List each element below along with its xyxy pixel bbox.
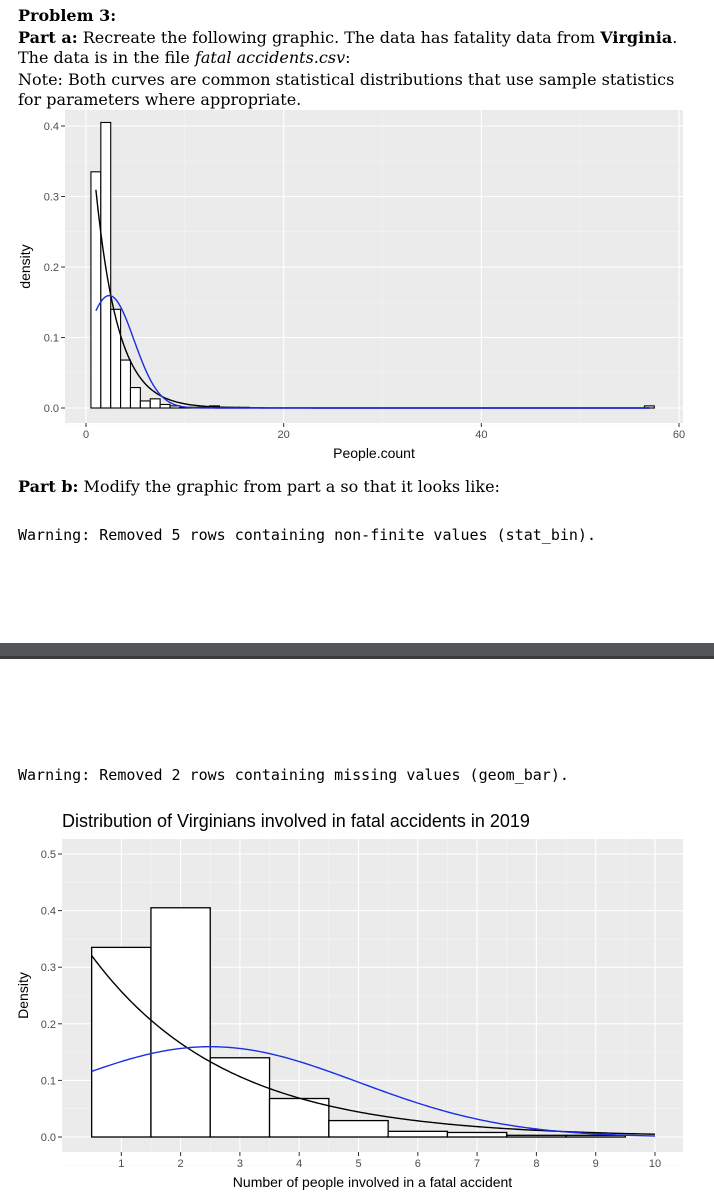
y-tick-label: 0.1 bbox=[40, 1075, 56, 1088]
histogram-bar bbox=[160, 404, 170, 408]
x-tick-label: 2 bbox=[177, 1158, 184, 1170]
part-a-histogram-chart bbox=[0, 0, 714, 470]
histogram-bar bbox=[329, 1121, 388, 1137]
page-separator bbox=[0, 643, 714, 659]
warning-message-1: Warning: Removed 5 rows containing non-finite values (stat_bin). bbox=[18, 526, 596, 544]
part-b-text: Modify the graphic from part a so that it looks like: bbox=[83, 477, 500, 496]
chart-title: Distribution of Virginians involved in fatal accidents in 2019 bbox=[62, 811, 530, 831]
x-tick-label: 1 bbox=[118, 1158, 125, 1170]
histogram-bar bbox=[507, 1135, 566, 1137]
histogram-bar bbox=[140, 401, 150, 408]
y-axis-label: Density bbox=[15, 972, 31, 1019]
y-tick-label: 0.0 bbox=[40, 1132, 56, 1144]
histogram-bar bbox=[130, 388, 140, 408]
histogram-bar bbox=[121, 360, 131, 408]
x-tick-label: 60 bbox=[672, 429, 686, 441]
y-tick-label: 0.0 bbox=[43, 403, 59, 415]
x-tick-label: 8 bbox=[533, 1158, 540, 1170]
part-a-colon: : bbox=[345, 48, 351, 67]
histogram-bar bbox=[92, 947, 151, 1137]
part-a-text-1: Recreate the following graphic. The data has fatality data from bbox=[82, 28, 596, 47]
histogram-bar bbox=[91, 172, 101, 408]
part-a-text-2: . The data is in the file bbox=[18, 28, 678, 67]
warning-message-2: Warning: Removed 2 rows containing missing values (geom_bar). bbox=[18, 766, 569, 784]
part-a-note: Note: Both curves are common statistical distributions that use sample statistics for parameters where appropriate. bbox=[18, 70, 675, 109]
part-a-label: Part a: bbox=[18, 28, 78, 47]
x-tick-label: 5 bbox=[355, 1158, 362, 1170]
x-tick-label: 40 bbox=[475, 429, 488, 441]
x-tick-label: 4 bbox=[296, 1158, 303, 1170]
histogram-bar bbox=[111, 309, 121, 408]
x-axis-label: People.count bbox=[333, 445, 415, 461]
x-tick-label: 3 bbox=[236, 1158, 243, 1170]
y-tick-label: 0.3 bbox=[40, 962, 56, 975]
x-tick-label: 10 bbox=[648, 1158, 662, 1170]
x-axis-label: Number of people involved in a fatal accident bbox=[232, 1174, 513, 1190]
part-b-paragraph bbox=[18, 477, 500, 496]
part-b-histogram-chart bbox=[0, 800, 714, 1196]
x-tick-label: 0 bbox=[82, 429, 90, 441]
part-a-state: Virginia bbox=[600, 28, 673, 47]
part-b-label: Part b: bbox=[18, 477, 79, 496]
histogram-bar bbox=[447, 1132, 506, 1137]
y-tick-label: 0.5 bbox=[40, 849, 56, 861]
histogram-bar bbox=[388, 1131, 447, 1137]
x-tick-label: 6 bbox=[414, 1158, 421, 1170]
problem-title: Problem 3: bbox=[18, 6, 117, 25]
x-tick-label: 7 bbox=[474, 1158, 481, 1170]
y-tick-label: 0.3 bbox=[43, 191, 59, 204]
y-tick-label: 0.4 bbox=[43, 121, 59, 133]
part-a-file: fatal accidents.csv bbox=[194, 48, 346, 67]
y-tick-label: 0.1 bbox=[43, 332, 59, 345]
histogram-bar bbox=[150, 399, 160, 408]
y-axis-label: density bbox=[17, 244, 33, 289]
y-tick-label: 0.2 bbox=[40, 1018, 56, 1031]
x-tick-label: 20 bbox=[277, 429, 290, 441]
y-tick-label: 0.4 bbox=[40, 905, 56, 918]
histogram-bar bbox=[151, 908, 210, 1137]
histogram-bar bbox=[210, 1058, 269, 1137]
x-tick-label: 9 bbox=[592, 1158, 599, 1170]
y-tick-label: 0.2 bbox=[43, 262, 59, 274]
